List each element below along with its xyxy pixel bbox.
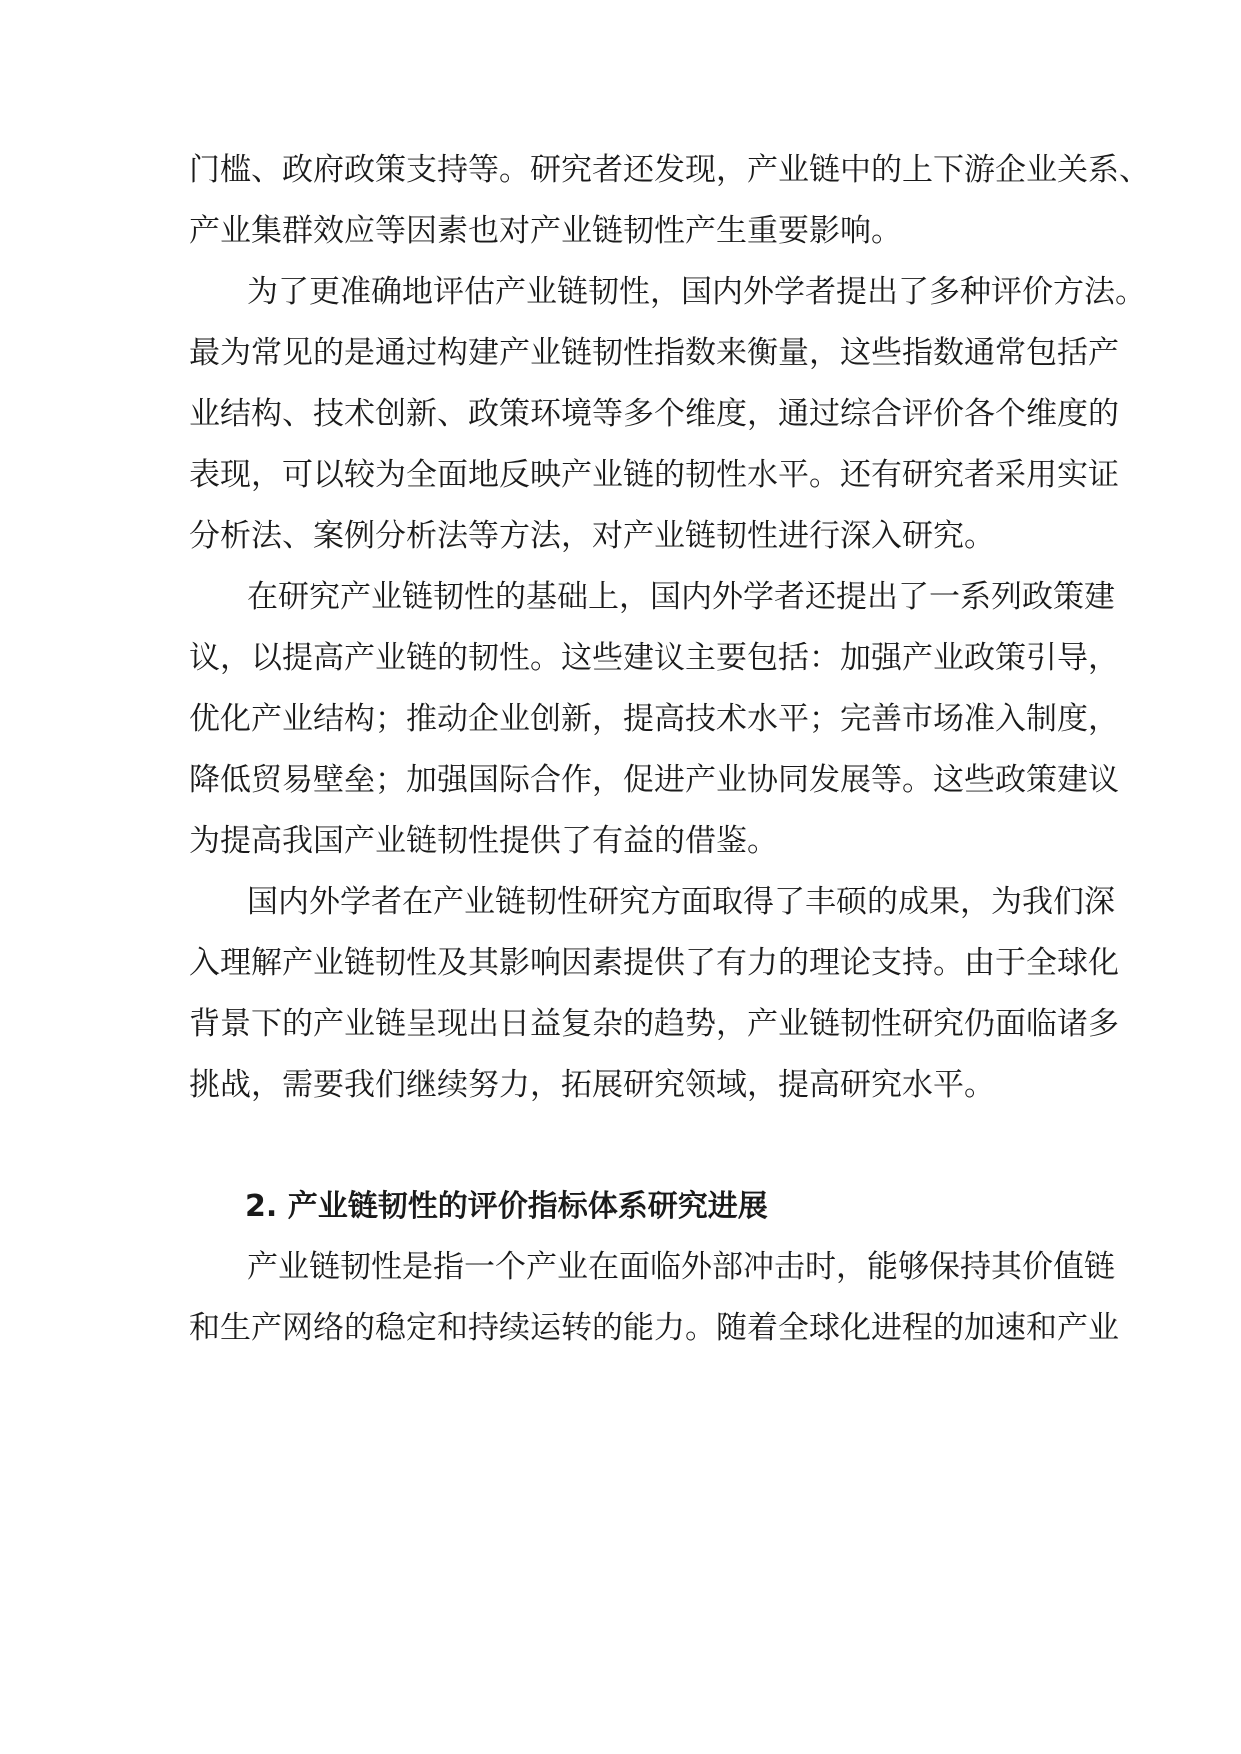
text-line: 产业链韧性是指一个产业在面临外部冲击时，能够保持其价值链 bbox=[247, 1249, 1115, 1285]
text-line: 入理解产业链韧性及其影响因素提供了有力的理论支持。由于全球化 bbox=[189, 945, 1119, 981]
text-line: 降低贸易壁垒；加强国际合作，促进产业协同发展等。这些政策建议 bbox=[189, 762, 1119, 798]
text-line: 业结构、技术创新、政策环境等多个维度，通过综合评价各个维度的 bbox=[189, 396, 1119, 432]
text-line: 在研究产业链韧性的基础上，国内外学者还提出了一系列政策建 bbox=[247, 579, 1115, 615]
text-line: 产业集群效应等因素也对产业链韧性产生重要影响。 bbox=[189, 213, 902, 249]
text-line: 最为常见的是通过构建产业链韧性指数来衡量，这些指数通常包括产 bbox=[189, 335, 1119, 371]
text-line: 优化产业结构；推动企业创新，提高技术水平；完善市场准入制度， bbox=[189, 701, 1119, 737]
paragraph-4 bbox=[189, 872, 1119, 1116]
paragraph-2 bbox=[189, 262, 1146, 567]
body-text bbox=[189, 140, 1150, 1359]
text-line: 背景下的产业链呈现出日益复杂的趋势，产业链韧性研究仍面临诸多 bbox=[189, 1006, 1119, 1042]
text-line: 为提高我国产业链韧性提供了有益的借鉴。 bbox=[189, 823, 778, 859]
text-line: 国内外学者在产业链韧性研究方面取得了丰硕的成果，为我们深 bbox=[247, 884, 1115, 920]
text-line: 和生产网络的稳定和持续运转的能力。随着全球化进程的加速和产业 bbox=[189, 1310, 1119, 1346]
text-line: 挑战，需要我们继续努力，拓展研究领域，提高研究水平。 bbox=[189, 1067, 995, 1103]
text-line: 门槛、政府政策支持等。研究者还发现，产业链中的上下游企业关系、 bbox=[189, 152, 1150, 188]
paragraph-5 bbox=[189, 1237, 1119, 1359]
text-line: 分析法、案例分析法等方法，对产业链韧性进行深入研究。 bbox=[189, 518, 995, 554]
text-line: 为了更准确地评估产业链韧性，国内外学者提出了多种评价方法。 bbox=[247, 274, 1146, 310]
text-line: 表现，可以较为全面地反映产业链的韧性水平。还有研究者采用实证 bbox=[189, 457, 1119, 493]
paragraph-1 bbox=[189, 140, 1150, 262]
text-line: 议，以提高产业链的韧性。这些建议主要包括：加强产业政策引导， bbox=[189, 640, 1119, 676]
paragraph-3 bbox=[189, 567, 1119, 872]
section-heading: 2. 产业链韧性的评价指标体系研究进展 bbox=[245, 1189, 768, 1224]
